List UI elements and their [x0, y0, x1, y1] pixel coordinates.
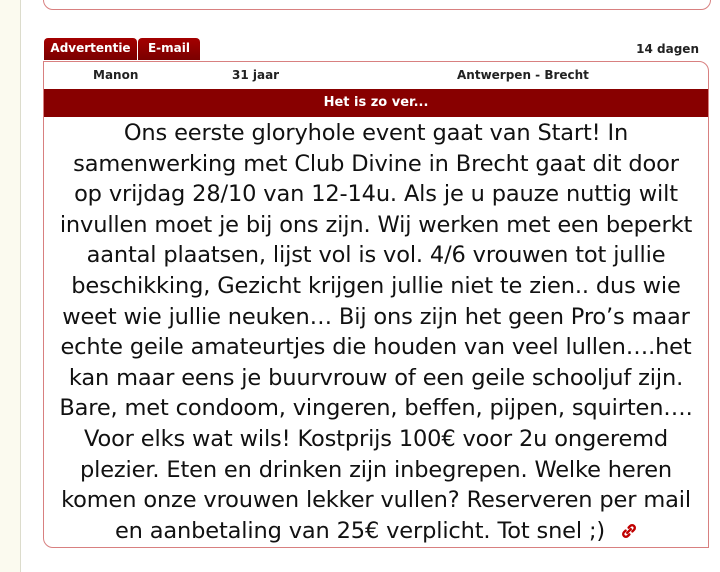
tab-advertentie[interactable]: Advertentie	[44, 38, 137, 60]
ad-card	[43, 61, 709, 548]
ad-body-line: echte geile amateurtjes die houden van veel lullen….het	[60, 334, 692, 361]
ad-body-last-line	[50, 516, 702, 547]
ad-title: Het is zo ver...	[44, 89, 708, 117]
ad-body-line: komen onze vrouwen lekker vullen? Reserveren per mail	[61, 487, 691, 514]
ad-body	[50, 118, 702, 546]
ad-body-line: Voor elks wat wils! Kostprijs 100€ voor 2u ongeremd	[83, 425, 669, 452]
ad-body-line: kan maar eens je buurvrouw of een geile schooljuf zijn.	[68, 364, 684, 391]
previous-ad-card	[43, 0, 711, 10]
posted-age-label: 14 dagen	[636, 42, 699, 56]
ad-body-line: invullen moet je bij ons zijn. Wij werken met een beperkt	[59, 211, 693, 238]
ad-body-line: beschikking, Gezicht krijgen jullie niet te zien.. dus wie	[71, 272, 681, 299]
ad-author-name: Manon	[93, 68, 139, 82]
ad-body-line: aantal plaatsen, lijst vol is vol. 4/6 vrouwen tot jullie	[86, 242, 666, 269]
ad-body-line: Ons eerste gloryhole event gaat van Start! In	[123, 120, 629, 146]
ad-meta-row	[44, 62, 708, 89]
link-icon[interactable]	[621, 517, 637, 533]
ad-body-line: op vrijdag 28/10 van 12-14u. Als je u pauze nuttig wilt	[74, 181, 678, 208]
ad-body-line: Bare, met condoom, vingeren, beffen, pijpen, squirten….	[59, 395, 693, 422]
ad-body-line: weet wie jullie neuken… Bij ons zijn het geen Pro’s maar	[62, 303, 690, 330]
tab-email[interactable]: E-mail	[138, 38, 200, 60]
ad-body-line: plezier. Eten en drinken zijn inbegrepen. Welke heren	[79, 456, 673, 483]
ad-body-line: en aanbetaling van 25€ verplicht. Tot snel ;)	[114, 517, 606, 544]
ad-body-line: samenwerking met Club Divine in Brecht gaat dit door	[73, 150, 679, 177]
ad-location: Antwerpen - Brecht	[457, 68, 589, 82]
left-sidebar-strip	[0, 0, 21, 572]
ad-author-age: 31 jaar	[232, 68, 280, 82]
